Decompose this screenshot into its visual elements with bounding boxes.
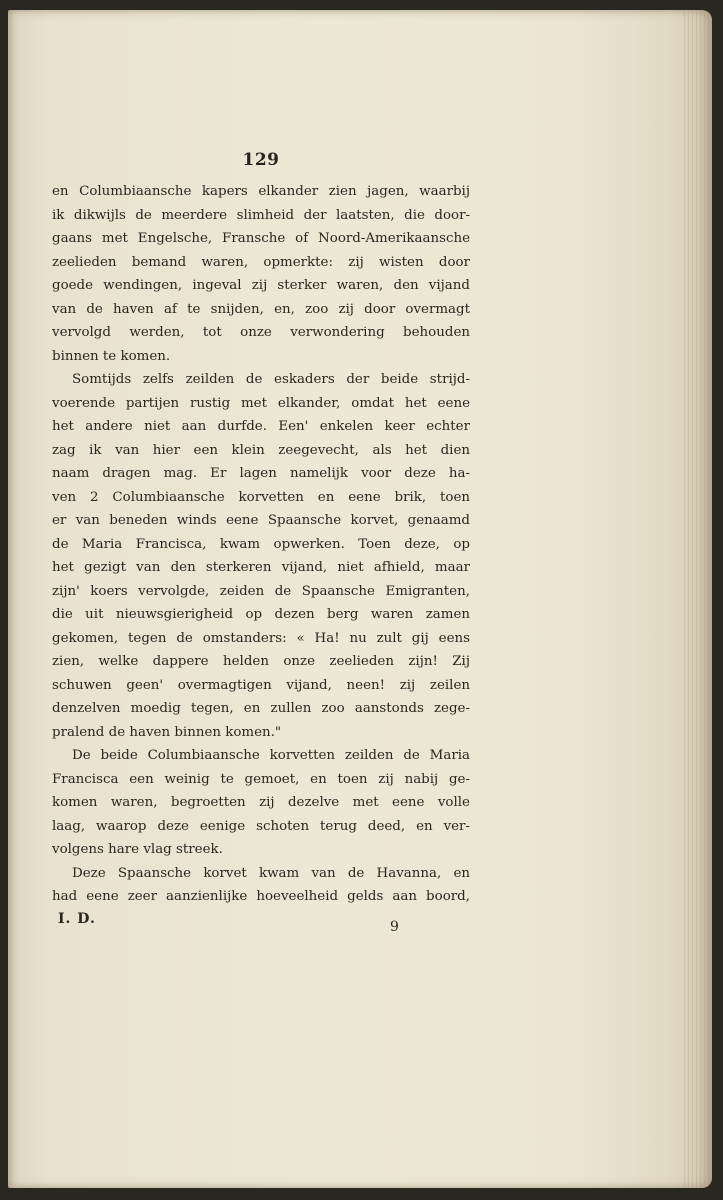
text-line: binnen te komen. bbox=[52, 348, 171, 364]
signature-number: 9 bbox=[390, 918, 399, 935]
text-line: voerende partijen rustig met elkander, omdat het eene bbox=[52, 395, 470, 411]
text-line: en Columbiaansche kapers elkander zien jagen, waarbij bbox=[52, 184, 470, 199]
text-line: vervolgd werden, tot onze verwondering behouden bbox=[52, 325, 470, 340]
text-line: ven 2 Columbiaansche korvetten en eene brik, toen bbox=[52, 489, 470, 505]
paragraph-3 bbox=[52, 744, 470, 862]
text-line: laag, waarop deze eenige schoten terug deed, en ver- bbox=[52, 818, 470, 834]
text-line: denzelven moedig tegen, en zullen zoo aanstonds zege- bbox=[52, 701, 470, 716]
text-block bbox=[52, 150, 470, 935]
text-line: Somtijds zelfs zeilden de eskaders der beide strijd- bbox=[72, 372, 470, 387]
paragraph-1 bbox=[52, 180, 470, 368]
paragraph-4 bbox=[52, 862, 470, 909]
text-line: schuwen geen' overmagtigen vijand, neen! zij zeilen bbox=[52, 677, 470, 693]
text-line: zag ik van hier een klein zeegevecht, als het dien bbox=[52, 442, 470, 458]
text-line: zien, welke dappere helden onze zeelieden zijn! Zij bbox=[52, 654, 470, 669]
signature-mark: I. D. bbox=[58, 910, 96, 927]
paragraph-2 bbox=[52, 368, 470, 744]
text-line: er van beneden winds eene Spaansche korvet, genaamd bbox=[52, 513, 470, 528]
text-line: Francisca een weinig te gemoet, en toen zij nabij ge- bbox=[52, 771, 470, 787]
text-line: gekomen, tegen de omstanders: « Ha! nu zult gij eens bbox=[52, 630, 470, 646]
text-line: volgens hare vlag streek. bbox=[52, 842, 223, 857]
book-page bbox=[8, 10, 712, 1188]
text-line: gaans met Engelsche, Fransche of Noord-Amerikaansche bbox=[52, 231, 470, 246]
text-line: naam dragen mag. Er lagen namelijk voor deze ha- bbox=[52, 466, 470, 481]
text-line: het gezigt van den sterkeren vijand, niet afhield, maar bbox=[52, 560, 470, 575]
page-number: 129 bbox=[242, 150, 280, 170]
text-line: die uit nieuwsgierigheid op dezen berg waren zamen bbox=[52, 607, 470, 622]
text-line: had eene zeer aanzienlijke hoeveelheid gelds aan boord, bbox=[52, 889, 470, 904]
page-footer bbox=[52, 911, 470, 935]
text-line: De beide Columbiaansche korvetten zeilden de Maria bbox=[72, 748, 470, 763]
text-line: het andere niet aan durfde. Een' enkelen keer echter bbox=[52, 419, 470, 434]
text-line: de Maria Francisca, kwam opwerken. Toen deze, op bbox=[52, 536, 470, 552]
text-line: goede wendingen, ingeval zij sterker waren, den vijand bbox=[52, 278, 470, 293]
text-line: Deze Spaansche korvet kwam van de Havanna, en bbox=[72, 865, 470, 881]
text-line: van de haven af te snijden, en, zoo zij door overmagt bbox=[52, 301, 470, 317]
text-line: komen waren, begroetten zij dezelve met eene volle bbox=[52, 795, 470, 810]
text-line: zeelieden bemand waren, opmerkte: zij wisten door bbox=[52, 254, 470, 270]
page-fore-edge bbox=[684, 10, 712, 1188]
text-line: pralend de haven binnen komen." bbox=[52, 724, 282, 740]
text-line: zijn' koers vervolgde, zeiden de Spaansche Emigranten, bbox=[52, 583, 470, 599]
text-line: ik dikwijls de meerdere slimheid der laatsten, die door- bbox=[52, 207, 470, 223]
